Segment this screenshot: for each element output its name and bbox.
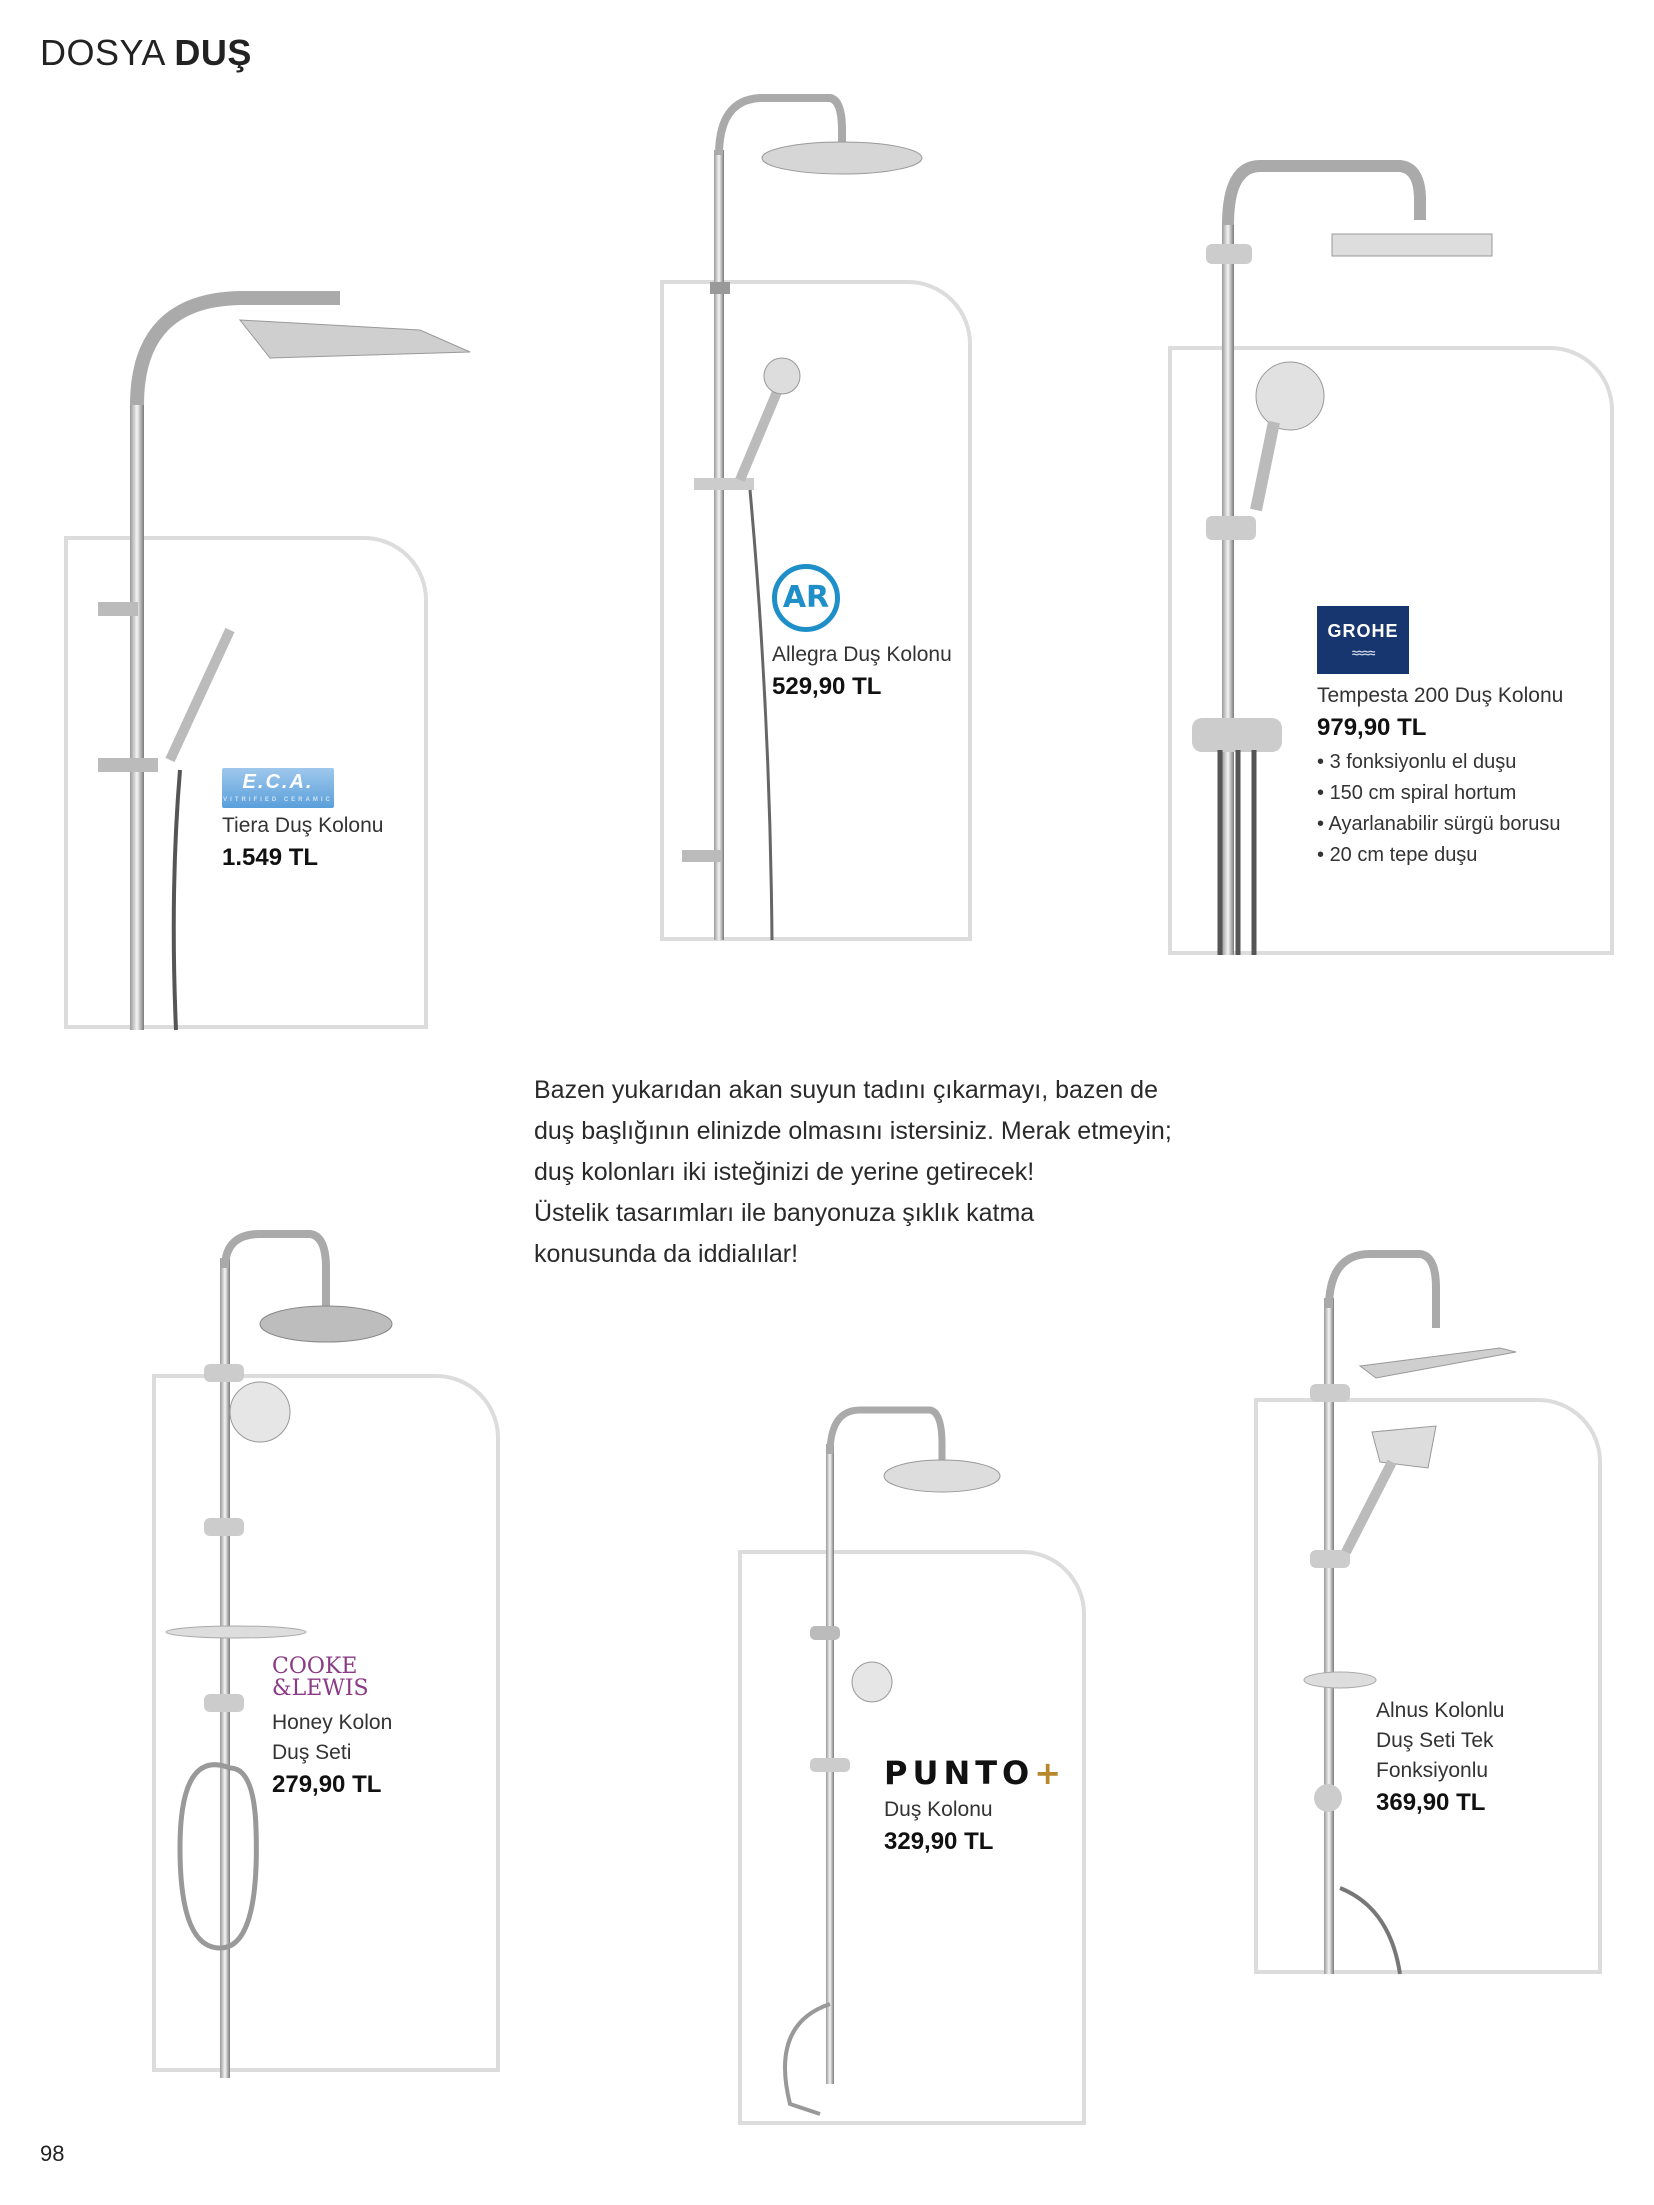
grohe-logo-text: GROHE <box>1327 621 1399 641</box>
product-name: Allegra Duş Kolonu <box>772 643 952 666</box>
feature-item: • 3 fonksiyonlu el duşu <box>1317 747 1563 778</box>
shower-column-image-honey <box>160 1228 420 2078</box>
ar-logo <box>772 564 840 632</box>
intro-line: Üstelik tasarımları ile banyonuza şıklık katma <box>534 1199 1035 1227</box>
eca-logo <box>222 768 334 808</box>
page-header <box>40 32 252 74</box>
shower-column-image-allegra <box>660 70 960 940</box>
grohe-waves-icon: ≈≈≈≈ <box>1351 646 1375 660</box>
header-prefix: DOSYA <box>40 32 164 73</box>
product-price: 1.549 TL <box>222 844 319 871</box>
intro-line: duş kolonları iki isteğinizi de yerine getirecek! <box>534 1158 1035 1186</box>
feature-item: • Ayarlanabilir sürgü borusu <box>1317 809 1563 840</box>
punto-logo-text: PUNTO <box>884 1754 1035 1792</box>
product-info-tiera <box>222 811 383 873</box>
product-info-allegra <box>772 640 952 702</box>
punto-logo <box>884 1754 1066 1792</box>
product-name-line: Fonksiyonlu <box>1376 1759 1489 1782</box>
shower-column-image-tiera <box>90 290 490 1030</box>
intro-line: konusunda da iddialılar! <box>534 1240 799 1268</box>
product-price: 279,90 TL <box>272 1771 382 1798</box>
product-name-line: Duş Seti <box>272 1741 352 1764</box>
intro-line: duş başlığının elinizde olmasını istersiniz. Merak etmeyin; <box>534 1117 1172 1145</box>
product-name: Tiera Duş Kolonu <box>222 814 384 837</box>
feature-list <box>1317 747 1563 871</box>
product-name: Duş Kolonu <box>884 1798 993 1821</box>
page-number: 98 <box>40 2141 65 2166</box>
ar-logo-text: AR <box>782 580 830 615</box>
feature-item: • 20 cm tepe duşu <box>1317 840 1563 871</box>
product-price: 329,90 TL <box>884 1828 994 1855</box>
eca-logo-tagline: VITRIFIED CERAMIC <box>223 797 333 803</box>
grohe-logo <box>1317 606 1409 674</box>
cooke-lewis-logo <box>272 1656 369 1700</box>
product-name-line: Honey Kolon <box>272 1711 393 1734</box>
product-price: 529,90 TL <box>772 673 882 700</box>
product-name: Tempesta 200 Duş Kolonu <box>1317 684 1564 707</box>
product-price: 979,90 TL <box>1317 714 1427 741</box>
product-info-tempesta <box>1317 681 1563 871</box>
product-info-alnus <box>1376 1696 1504 1818</box>
intro-paragraph <box>534 1070 1234 1275</box>
product-name-line: Alnus Kolonlu <box>1376 1699 1505 1722</box>
product-name-line: Duş Seti Tek <box>1376 1729 1494 1752</box>
intro-line: Bazen yukarıdan akan suyun tadını çıkarmayı, bazen de <box>534 1076 1158 1104</box>
punto-plus-icon: + <box>1034 1754 1067 1792</box>
product-price: 369,90 TL <box>1376 1789 1486 1816</box>
shower-column-image-alnus <box>1280 1248 1580 1974</box>
cooke-logo-line2: &LEWIS <box>272 1676 369 1701</box>
eca-logo-text: E.C.A. <box>242 771 314 793</box>
product-info-punto <box>884 1795 993 1857</box>
feature-item: • 150 cm spiral hortum <box>1317 778 1563 809</box>
product-info-honey <box>272 1708 392 1800</box>
cooke-logo-line1: COOKE <box>272 1654 358 1679</box>
header-title: DUŞ <box>174 32 252 73</box>
